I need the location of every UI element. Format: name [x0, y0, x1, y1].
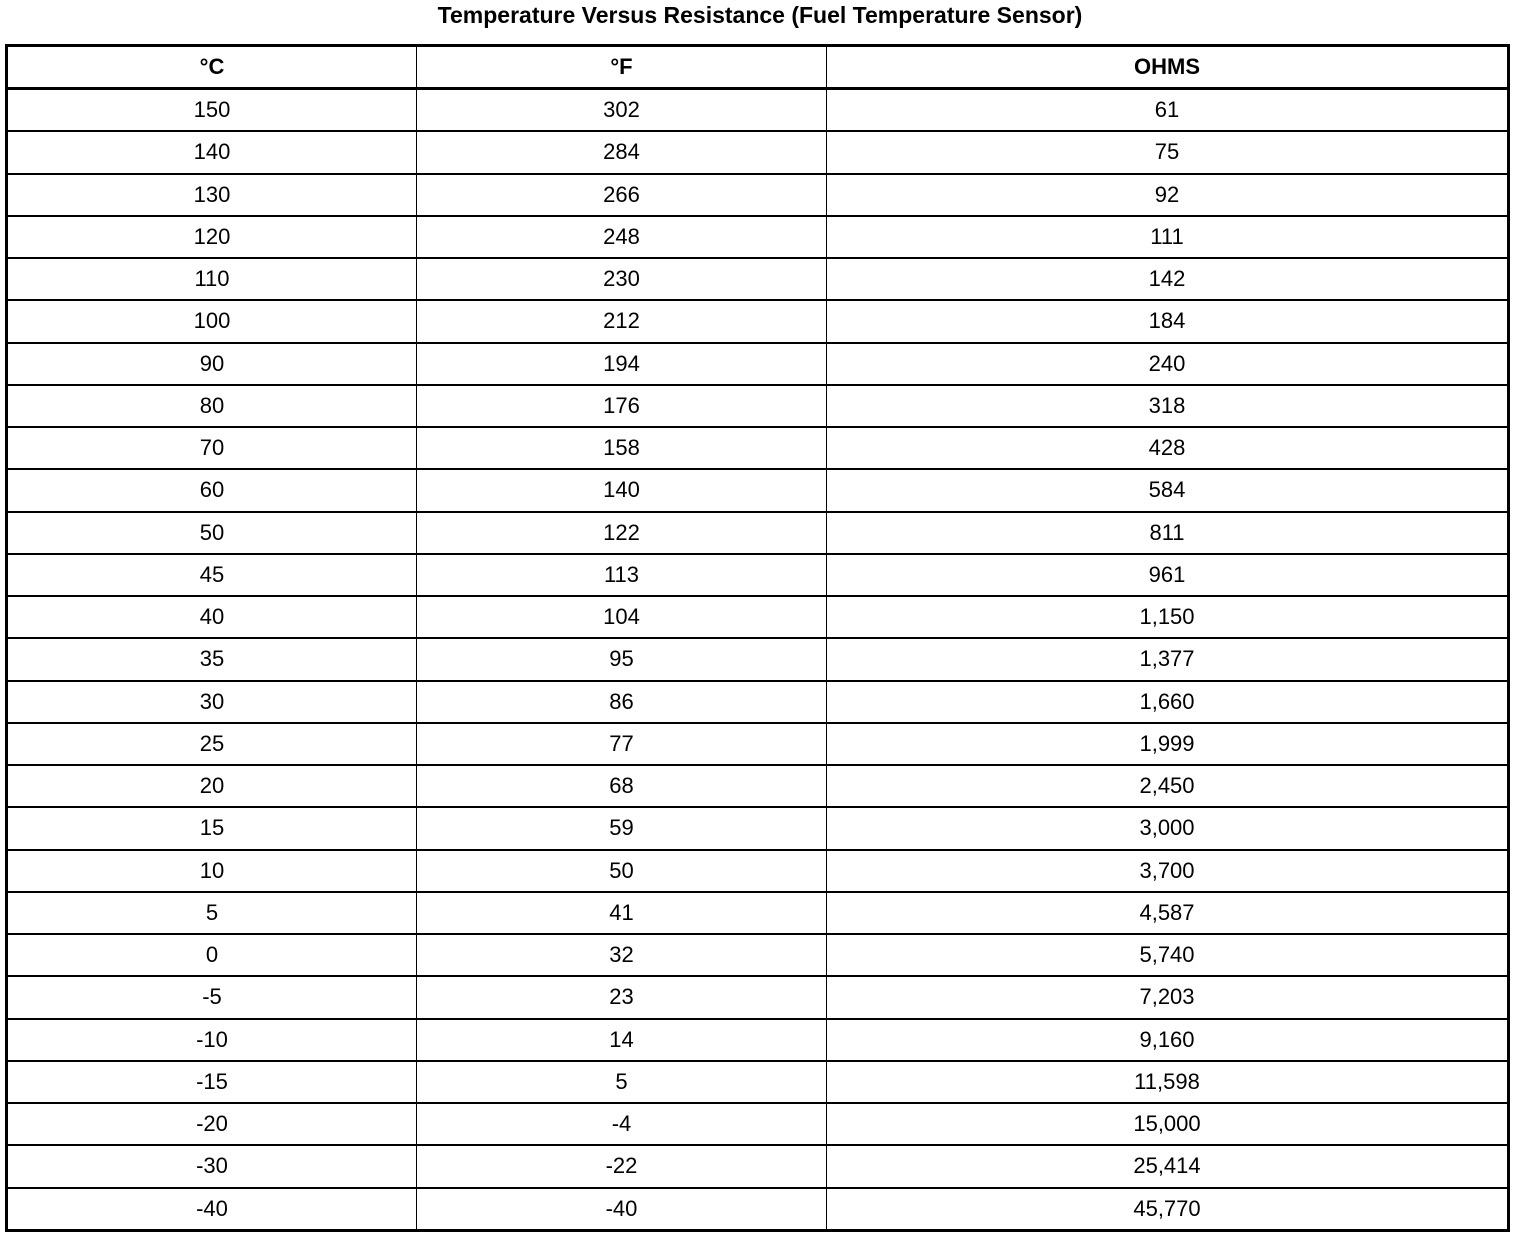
table-row — [7, 765, 1509, 807]
cell-celsius: 140 — [7, 131, 417, 173]
cell-fahrenheit: 68 — [417, 765, 827, 807]
table-row — [7, 300, 1509, 342]
cell-celsius: 80 — [7, 385, 417, 427]
table-row — [7, 131, 1509, 173]
cell-fahrenheit: 122 — [417, 512, 827, 554]
header-celsius: °C — [7, 46, 417, 89]
cell-celsius: -20 — [7, 1103, 417, 1145]
header-ohms: OHMS — [827, 46, 1509, 89]
cell-fahrenheit: 284 — [417, 131, 827, 173]
cell-ohms: 428 — [827, 427, 1509, 469]
table-row — [7, 512, 1509, 554]
cell-ohms: 142 — [827, 258, 1509, 300]
cell-fahrenheit: 50 — [417, 850, 827, 892]
cell-ohms: 7,203 — [827, 976, 1509, 1018]
cell-fahrenheit: 230 — [417, 258, 827, 300]
cell-ohms: 318 — [827, 385, 1509, 427]
cell-ohms: 9,160 — [827, 1019, 1509, 1061]
table-row — [7, 385, 1509, 427]
table-row — [7, 976, 1509, 1018]
cell-celsius: 20 — [7, 765, 417, 807]
table-row — [7, 216, 1509, 258]
cell-fahrenheit: 23 — [417, 976, 827, 1018]
cell-celsius: -10 — [7, 1019, 417, 1061]
table-row — [7, 1019, 1509, 1061]
cell-fahrenheit: 104 — [417, 596, 827, 638]
cell-fahrenheit: -40 — [417, 1188, 827, 1231]
cell-celsius: 0 — [7, 934, 417, 976]
cell-ohms: 4,587 — [827, 892, 1509, 934]
cell-ohms: 45,770 — [827, 1188, 1509, 1231]
cell-ohms: 5,740 — [827, 934, 1509, 976]
cell-ohms: 240 — [827, 343, 1509, 385]
table-row — [7, 807, 1509, 849]
cell-ohms: 3,700 — [827, 850, 1509, 892]
cell-celsius: 120 — [7, 216, 417, 258]
cell-celsius: 90 — [7, 343, 417, 385]
cell-fahrenheit: 302 — [417, 89, 827, 132]
cell-celsius: 30 — [7, 681, 417, 723]
cell-ohms: 61 — [827, 89, 1509, 132]
cell-celsius: 100 — [7, 300, 417, 342]
cell-ohms: 2,450 — [827, 765, 1509, 807]
cell-fahrenheit: 14 — [417, 1019, 827, 1061]
cell-ohms: 11,598 — [827, 1061, 1509, 1103]
cell-ohms: 92 — [827, 174, 1509, 216]
cell-ohms: 811 — [827, 512, 1509, 554]
cell-fahrenheit: 59 — [417, 807, 827, 849]
cell-celsius: 60 — [7, 469, 417, 511]
cell-fahrenheit: 32 — [417, 934, 827, 976]
table-row — [7, 1188, 1509, 1231]
cell-celsius: 70 — [7, 427, 417, 469]
cell-fahrenheit: 77 — [417, 723, 827, 765]
cell-fahrenheit: 194 — [417, 343, 827, 385]
table-row — [7, 469, 1509, 511]
header-row — [7, 46, 1509, 89]
table-row — [7, 723, 1509, 765]
table-body — [7, 89, 1509, 1231]
cell-celsius: 45 — [7, 554, 417, 596]
cell-celsius: 15 — [7, 807, 417, 849]
table-row — [7, 1061, 1509, 1103]
cell-fahrenheit: 158 — [417, 427, 827, 469]
cell-ohms: 3,000 — [827, 807, 1509, 849]
table-row — [7, 596, 1509, 638]
cell-celsius: 25 — [7, 723, 417, 765]
cell-celsius: 40 — [7, 596, 417, 638]
table-row — [7, 343, 1509, 385]
temperature-resistance-table — [5, 44, 1510, 1232]
cell-ohms: 15,000 — [827, 1103, 1509, 1145]
cell-celsius: 110 — [7, 258, 417, 300]
cell-ohms: 584 — [827, 469, 1509, 511]
table-row — [7, 850, 1509, 892]
table-row — [7, 258, 1509, 300]
cell-fahrenheit: 113 — [417, 554, 827, 596]
cell-celsius: 130 — [7, 174, 417, 216]
cell-celsius: 150 — [7, 89, 417, 132]
table-row — [7, 1103, 1509, 1145]
cell-ohms: 25,414 — [827, 1145, 1509, 1187]
cell-ohms: 111 — [827, 216, 1509, 258]
cell-celsius: -15 — [7, 1061, 417, 1103]
cell-fahrenheit: -4 — [417, 1103, 827, 1145]
cell-fahrenheit: 266 — [417, 174, 827, 216]
cell-ohms: 75 — [827, 131, 1509, 173]
cell-fahrenheit: 95 — [417, 638, 827, 680]
cell-celsius: -30 — [7, 1145, 417, 1187]
cell-fahrenheit: -22 — [417, 1145, 827, 1187]
cell-celsius: -40 — [7, 1188, 417, 1231]
cell-celsius: -5 — [7, 976, 417, 1018]
table-row — [7, 174, 1509, 216]
cell-celsius: 35 — [7, 638, 417, 680]
cell-celsius: 10 — [7, 850, 417, 892]
cell-ohms: 1,999 — [827, 723, 1509, 765]
cell-celsius: 5 — [7, 892, 417, 934]
cell-ohms: 1,377 — [827, 638, 1509, 680]
table-row — [7, 638, 1509, 680]
cell-fahrenheit: 5 — [417, 1061, 827, 1103]
cell-fahrenheit: 140 — [417, 469, 827, 511]
table-title: Temperature Versus Resistance (Fuel Temperature Sensor) — [437, 2, 1083, 28]
table-row — [7, 89, 1509, 132]
cell-ohms: 1,660 — [827, 681, 1509, 723]
table-row — [7, 681, 1509, 723]
table-row — [7, 892, 1509, 934]
table-row — [7, 554, 1509, 596]
cell-fahrenheit: 248 — [417, 216, 827, 258]
cell-fahrenheit: 86 — [417, 681, 827, 723]
cell-celsius: 50 — [7, 512, 417, 554]
cell-ohms: 1,150 — [827, 596, 1509, 638]
cell-fahrenheit: 176 — [417, 385, 827, 427]
table-row — [7, 1145, 1509, 1187]
cell-fahrenheit: 41 — [417, 892, 827, 934]
table-row — [7, 934, 1509, 976]
cell-ohms: 184 — [827, 300, 1509, 342]
cell-ohms: 961 — [827, 554, 1509, 596]
table-row — [7, 427, 1509, 469]
cell-fahrenheit: 212 — [417, 300, 827, 342]
header-fahrenheit: °F — [417, 46, 827, 89]
